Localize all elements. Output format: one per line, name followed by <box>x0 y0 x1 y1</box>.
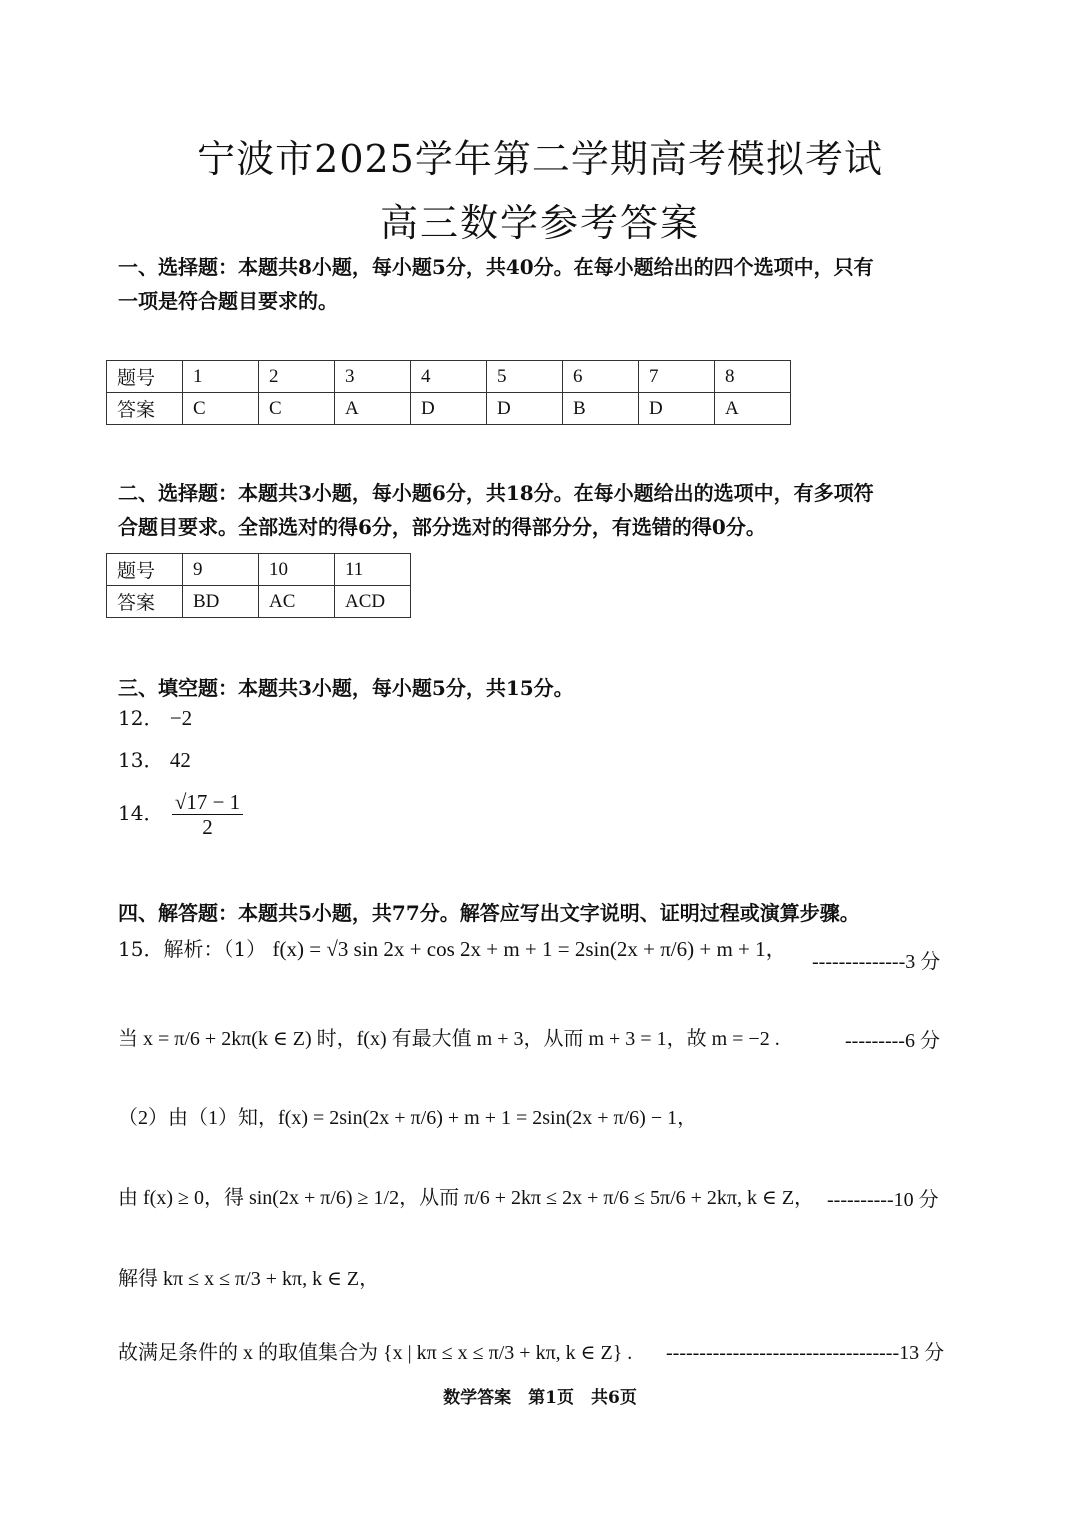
q15-line3: （2）由（1）知，f(x) = 2sin(2x + π/6) + m + 1 = 2sin(2x + π/6) − 1， <box>118 1107 698 1129</box>
table-row <box>107 361 791 393</box>
table-cell: 5 <box>487 361 563 393</box>
table-row <box>107 393 791 425</box>
table-cell: B <box>563 393 639 425</box>
fill-answer-12 <box>118 702 192 731</box>
page-title: 宁波市2025学年第二学期高考模拟考试 <box>197 137 883 181</box>
table-row <box>107 554 411 586</box>
table-cell: 题号 <box>107 554 183 586</box>
table-cell: 1 <box>183 361 259 393</box>
table-cell: D <box>487 393 563 425</box>
table-cell: C <box>183 393 259 425</box>
section1-answer-table <box>106 360 791 425</box>
table-cell: BD <box>183 586 259 618</box>
table-cell: 4 <box>411 361 487 393</box>
section2-heading-line1: 二、选择题：本题共3小题，每小题6分，共18分。在每小题给出的选项中，有多项符 <box>118 481 874 505</box>
table-cell: 7 <box>639 361 715 393</box>
section2-heading-line2: 合题目要求。全部选对的得6分，部分选对的得部分分，有选错的得0分。 <box>118 515 766 539</box>
table-cell: A <box>715 393 791 425</box>
fill-answer-13 <box>118 744 191 773</box>
table-row <box>107 586 411 618</box>
question-number: 12． <box>118 706 164 730</box>
table-cell: 答案 <box>107 393 183 425</box>
page-subtitle: 高三数学参考答案 <box>379 201 700 245</box>
score-marker: -----------------------------------13 分 <box>666 1342 945 1364</box>
question-number: 13． <box>118 748 164 772</box>
table-cell: 8 <box>715 361 791 393</box>
fill-answer-14 <box>118 790 245 839</box>
q15-line4: 由 f(x) ≥ 0，得 sin(2x + π/6) ≥ 1/2，从而 π/6 + 2kπ ≤ 2x + π/6 ≤ 5π/6 + 2kπ, k ∈ Z， <box>118 1187 815 1209</box>
table-cell: 9 <box>183 554 259 586</box>
q15-line2: 当 x = π/6 + 2kπ(k ∈ Z) 时，f(x) 有最大值 m + 3，从而 m + 3 = 1，故 m = −2 . <box>118 1028 780 1050</box>
section2-answer-table <box>106 553 411 618</box>
table-cell: ACD <box>335 586 411 618</box>
table-cell: 3 <box>335 361 411 393</box>
table-cell: C <box>259 393 335 425</box>
math-expression: f(x) = √3 sin 2x + cos 2x + m + 1 = 2sin(2x + π/6) + m + 1， <box>272 937 787 961</box>
table-cell: D <box>639 393 715 425</box>
section3-heading: 三、填空题：本题共3小题，每小题5分，共15分。 <box>118 676 574 700</box>
answer-fraction <box>172 790 243 839</box>
table-cell: A <box>335 393 411 425</box>
table-cell: 题号 <box>107 361 183 393</box>
q15-line5: 解得 kπ ≤ x ≤ π/3 + kπ, k ∈ Z， <box>118 1268 380 1290</box>
score-marker: --------------3 分 <box>812 951 941 973</box>
fraction-denominator: 2 <box>202 815 213 840</box>
section1-heading-line1: 一、选择题：本题共8小题，每小题5分，共40分。在每小题给出的四个选项中，只有 <box>118 255 874 279</box>
table-cell: D <box>411 393 487 425</box>
fraction-numerator: √17 − 1 <box>172 790 243 815</box>
table-cell: 11 <box>335 554 411 586</box>
table-cell: 6 <box>563 361 639 393</box>
table-cell: 10 <box>259 554 335 586</box>
section1-heading-line2: 一项是符合题目要求的。 <box>118 289 338 313</box>
section4-heading: 四、解答题：本题共5小题，共77分。解答应写出文字说明、证明过程或演算步骤。 <box>118 901 860 925</box>
question-number: 14． <box>118 801 164 826</box>
page-footer: 数学答案 第1页 共6页 <box>443 1388 637 1408</box>
score-marker: ---------6 分 <box>845 1030 940 1052</box>
answer-value: 42 <box>169 748 191 772</box>
table-cell: 答案 <box>107 586 183 618</box>
score-marker: ----------10 分 <box>827 1189 939 1211</box>
q15-line6: 故满足条件的 x 的取值集合为 {x | kπ ≤ x ≤ π/3 + kπ, k ∈ Z} . <box>118 1342 633 1364</box>
q15-line1 <box>118 933 787 963</box>
table-cell: 2 <box>259 361 335 393</box>
q15-label: 15．解析：（1） <box>118 937 267 961</box>
answer-value: −2 <box>169 706 193 730</box>
table-cell: AC <box>259 586 335 618</box>
